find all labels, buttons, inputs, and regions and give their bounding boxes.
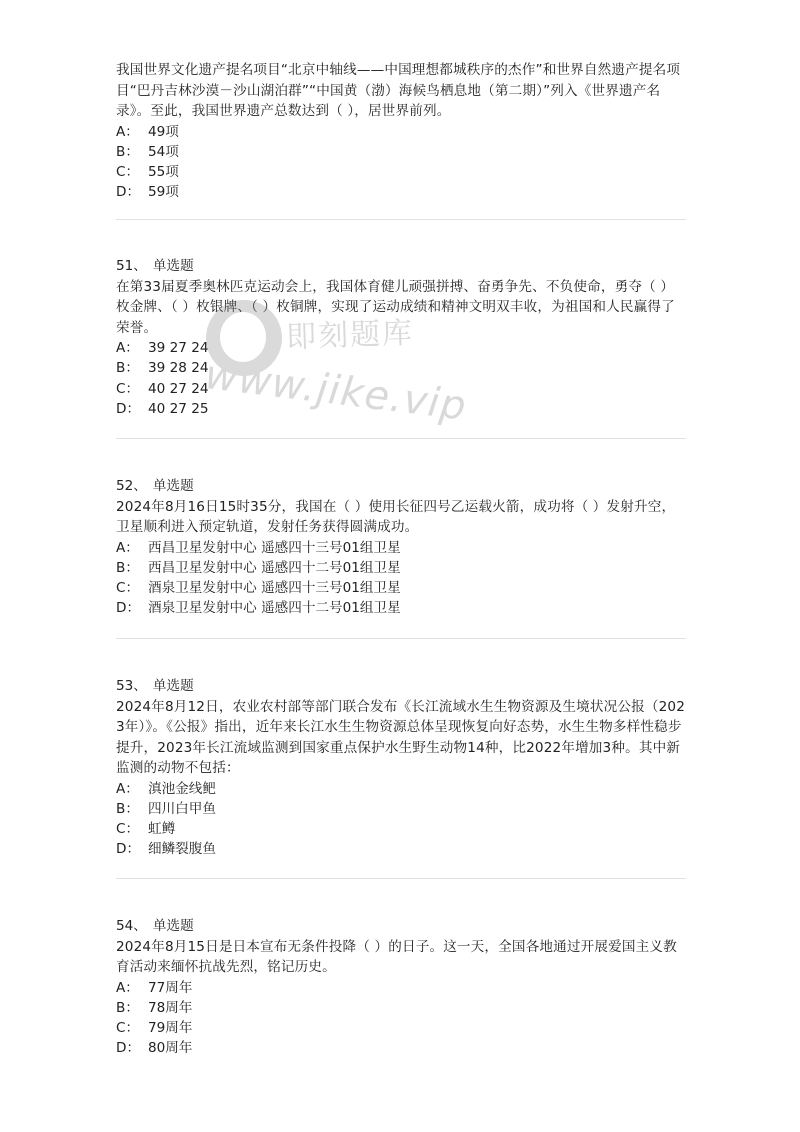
option-text: 39 27 24	[148, 340, 209, 356]
option-b[interactable]	[116, 998, 686, 1018]
question-type: 单选题	[152, 918, 194, 934]
option-letter: D：	[116, 1040, 141, 1057]
option-letter: C：	[116, 821, 140, 838]
option-text: 滇池金线鲃	[148, 780, 216, 797]
option-letter: C：	[116, 164, 140, 181]
option-b[interactable]	[116, 799, 686, 819]
question-53	[116, 676, 686, 860]
option-letter: A：	[116, 780, 139, 797]
option-b[interactable]	[116, 142, 686, 162]
question-number: 53、	[116, 678, 147, 694]
divider	[116, 638, 686, 639]
option-letter: C：	[116, 380, 140, 397]
option-letter: B：	[116, 559, 139, 576]
option-text: 细鳞裂腹鱼	[148, 841, 216, 858]
option-letter: A：	[116, 539, 139, 556]
option-text: 四川白甲鱼	[148, 800, 216, 817]
option-letter: B：	[116, 999, 139, 1016]
option-text: 西昌卫星发射中心 遥感四十三号01组卫星	[148, 539, 401, 556]
divider	[116, 878, 686, 879]
option-letter: D：	[116, 600, 141, 617]
option-d[interactable]	[116, 399, 686, 419]
question-number: 52、	[116, 478, 147, 494]
question-stem: 2024年8月16日15时35分，我国在（ ）使用长征四号乙运载火箭，成功将（ ）发射升空，卫星顺利进入预定轨道，发射任务获得圆满成功。	[116, 498, 676, 535]
option-c[interactable]	[116, 1018, 686, 1038]
question-stem: 2024年8月12日，农业农村部等部门联合发布《长江流域水生生物资源及生境状况公报（2023年）》。《公报》指出，近年来长江水生生物资源总体呈现恢复向好态势，水生生物多样性稳步提升，2023年长江流域监测到国家重点保护水生野生动物14种，比2022年增加3种。其中新监测的动物不包括：	[116, 698, 686, 776]
option-letter: A：	[116, 340, 139, 356]
option-text: 59项	[148, 184, 179, 201]
question-number: 51、	[116, 258, 147, 274]
option-letter: C：	[116, 1020, 140, 1037]
option-text: 酒泉卫星发射中心 遥感四十二号01组卫星	[148, 600, 401, 617]
option-d[interactable]	[116, 182, 686, 202]
watermark-brand: 即刻题库	[285, 315, 415, 356]
option-text: 49项	[148, 123, 179, 140]
option-b[interactable]	[116, 358, 686, 378]
question-header	[116, 256, 686, 277]
option-text: 78周年	[148, 999, 193, 1016]
option-c[interactable]	[116, 379, 686, 399]
option-text: 酒泉卫星发射中心 遥感四十三号01组卫星	[148, 580, 401, 597]
option-text: 40 27 24	[148, 380, 209, 397]
option-letter: D：	[116, 184, 141, 201]
option-a[interactable]	[116, 122, 686, 142]
option-d[interactable]	[116, 598, 686, 618]
question-type: 单选题	[152, 478, 194, 494]
option-letter: A：	[116, 123, 139, 140]
option-letter: B：	[116, 800, 139, 817]
question-stem: 在第33届夏季奥林匹克运动会上，我国体育健儿顽强拼搏、奋勇争先、不负使命，勇夺（ ）枚金牌、（ ）枚银牌、（ ）枚铜牌，实现了运动成绩和精神文明双丰收，为祖国和人民赢得了荣誉。	[116, 278, 675, 336]
question-header	[116, 676, 686, 697]
question-50	[116, 60, 686, 203]
option-a[interactable]	[116, 779, 686, 799]
option-letter: C：	[116, 580, 140, 597]
option-a[interactable]	[116, 978, 686, 998]
question-number: 54、	[116, 918, 147, 934]
question-header	[116, 476, 686, 497]
divider	[116, 438, 686, 439]
question-52	[116, 476, 686, 619]
option-a[interactable]	[116, 538, 686, 558]
option-c[interactable]	[116, 819, 686, 839]
option-a[interactable]	[116, 338, 686, 358]
question-type: 单选题	[152, 678, 194, 694]
divider	[116, 219, 686, 220]
option-letter: A：	[116, 979, 139, 996]
option-d[interactable]	[116, 1038, 686, 1058]
option-letter: D：	[116, 400, 141, 417]
question-51	[116, 256, 686, 419]
question-type: 单选题	[152, 258, 194, 274]
question-header	[116, 916, 686, 937]
option-c[interactable]	[116, 578, 686, 598]
question-stem: 我国世界文化遗产提名项目“北京中轴线——中国理想都城秩序的杰作”和世界自然遗产提名项目“巴丹吉林沙漠－沙山湖泊群”“中国黄（渤）海候鸟栖息地（第二期）”列入《世界遗产名录》。至此，我国世界遗产总数达到（ ），居世界前列。	[116, 62, 681, 119]
option-c[interactable]	[116, 162, 686, 182]
option-text: 55项	[148, 164, 179, 181]
option-text: 西昌卫星发射中心 遥感四十二号01组卫星	[148, 559, 401, 576]
watermark-url: www.jike.vip	[202, 352, 470, 430]
question-54	[116, 916, 686, 1059]
option-text: 80周年	[148, 1040, 193, 1057]
option-text: 54项	[148, 143, 179, 160]
option-text: 虹鳟	[148, 821, 176, 838]
option-text: 79周年	[148, 1020, 193, 1037]
option-letter: B：	[116, 360, 139, 377]
option-text: 77周年	[148, 979, 193, 996]
option-letter: D：	[116, 841, 141, 858]
question-stem: 2024年8月15日是日本宣布无条件投降（ ）的日子。这一天，全国各地通过开展爱国主义教育活动来缅怀抗战先烈，铭记历史。	[116, 938, 677, 975]
option-text: 39 28 24	[148, 360, 209, 377]
option-b[interactable]	[116, 558, 686, 578]
option-text: 40 27 25	[148, 400, 209, 417]
option-d[interactable]	[116, 839, 686, 859]
option-letter: B：	[116, 143, 139, 160]
